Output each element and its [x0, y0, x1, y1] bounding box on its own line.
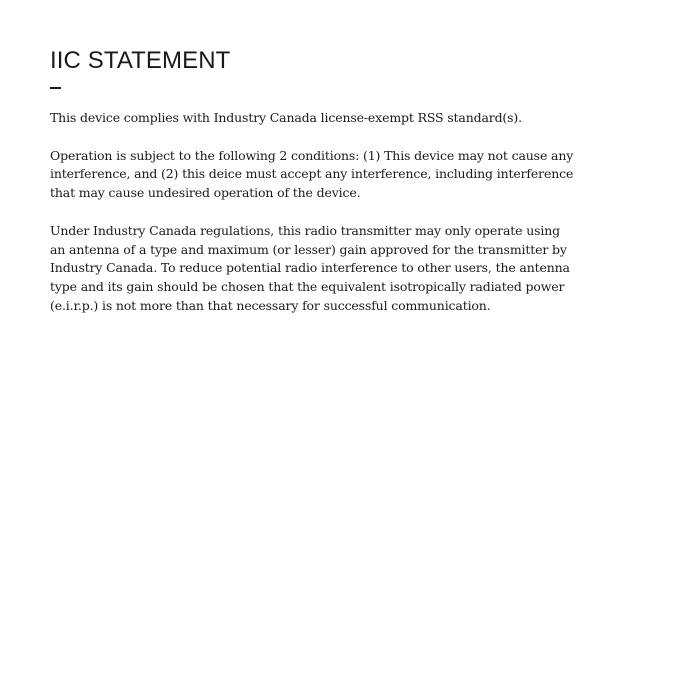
paragraph-line: interference, and (2) this deice must accept any interference, including interference [50, 166, 574, 182]
paragraph-conditions [50, 147, 574, 203]
paragraph-line: (e.i.r.p.) is not more than that necessary for successful communication. [50, 297, 491, 313]
paragraph-line: an antenna of a type and maximum (or lesser) gain approved for the transmitter by [50, 241, 567, 257]
paragraph-line: Industry Canada. To reduce potential radio interference to other users, the antenna [50, 260, 570, 276]
page-title: IIC STATEMENT [50, 47, 231, 74]
statement-page [50, 46, 574, 335]
paragraph-line: Operation is subject to the following 2 conditions: (1) This device may not cause any [50, 147, 574, 163]
paragraph-compliance [50, 109, 570, 128]
paragraph-line: that may cause undesired operation of the device. [50, 185, 361, 201]
paragraph-regulations [50, 222, 570, 316]
paragraph-line: This device complies with Industry Canada license-exempt RSS standard(s). [50, 110, 522, 125]
paragraph-line: type and its gain should be chosen that the equivalent isotropically radiated power [50, 279, 565, 295]
title-underline-divider [50, 87, 61, 89]
paragraph-line: Under Industry Canada regulations, this radio transmitter may only operate using [50, 222, 560, 238]
